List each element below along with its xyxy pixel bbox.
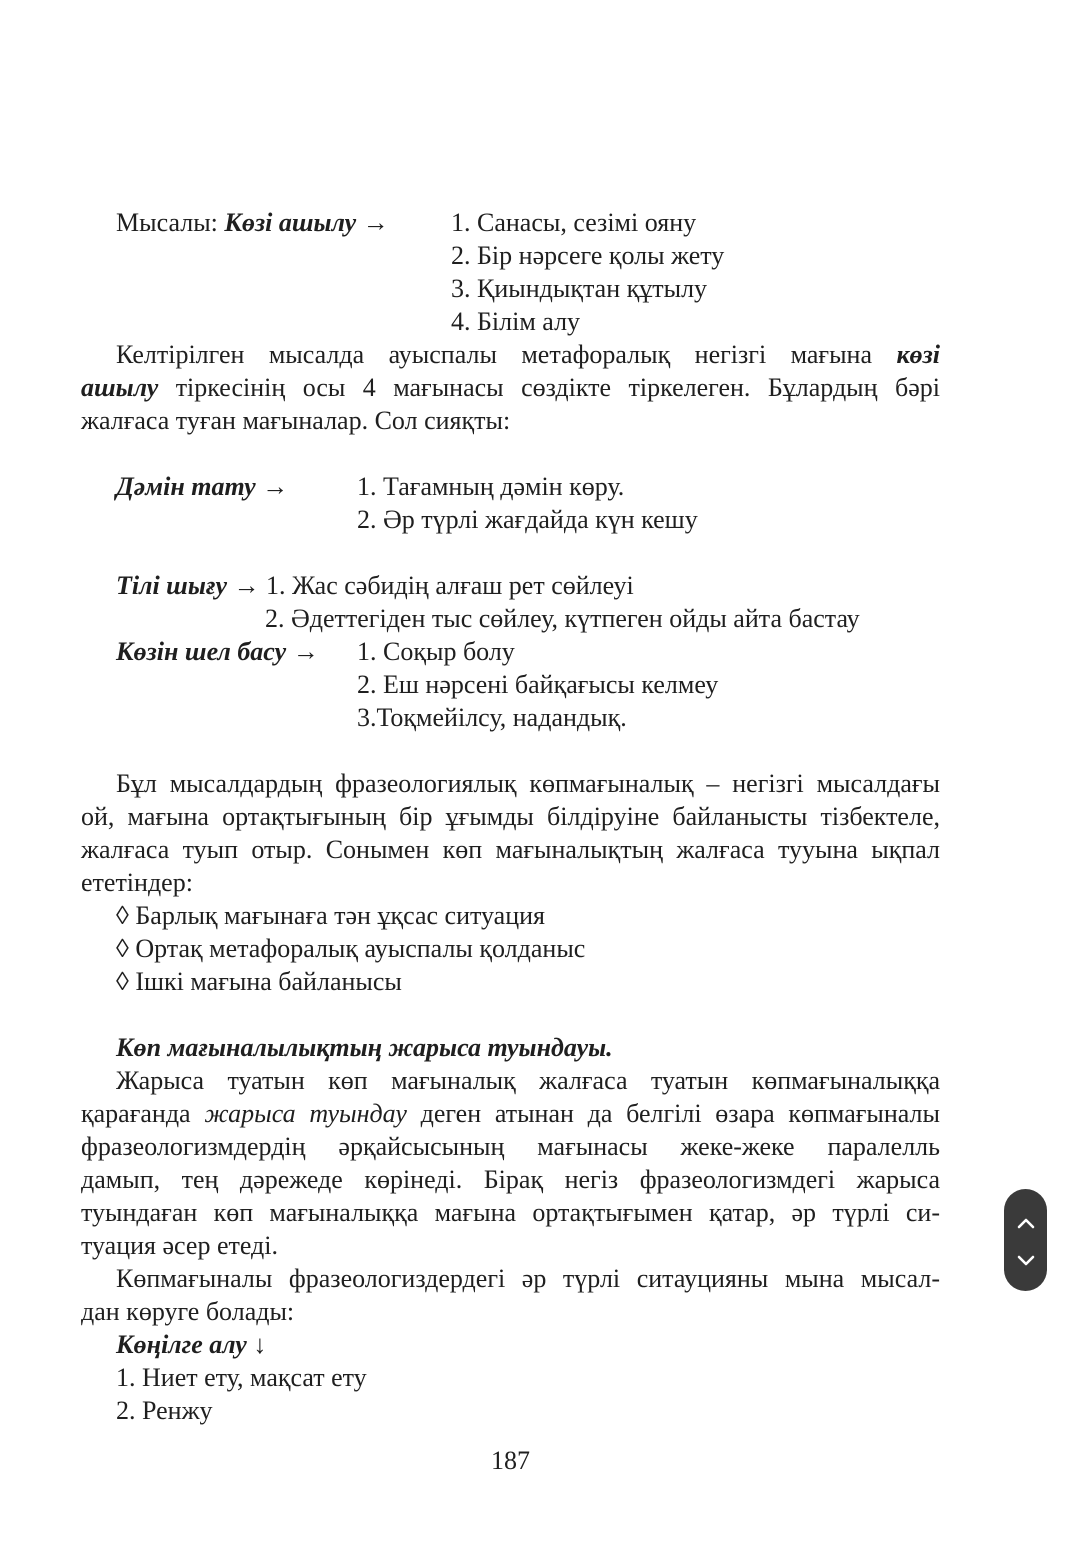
phrase-term: жарыса туындау xyxy=(204,1099,407,1128)
meaning-item: 1. Тағамның дәмін көру. xyxy=(357,472,625,501)
phrase-term: ашылу xyxy=(81,373,159,402)
paragraph-line: дамып, тең дәрежеде көрінеді. Бірақ негіз фразеологизмдегі жарыса xyxy=(81,1165,940,1194)
meaning-item: 1. Санасы, сезімі ояну xyxy=(451,208,697,237)
paragraph-line: жалғаса туған мағыналар. Сол сияқты: xyxy=(81,406,511,435)
chevron-up-icon xyxy=(1017,1206,1035,1236)
paragraph-line: Жарыса туатын көп мағыналық жалғаса туатын көпмағыналыққа xyxy=(116,1066,940,1095)
paragraph-line: ашылу тіркесінің осы 4 мағынасы сөздікте тіркелеген. Бұлардың бәрі xyxy=(81,373,940,402)
meaning-item: 2. Әр түрлі жағдайда күн кешу xyxy=(357,505,698,534)
meaning-item: 2. Бір нәрсеге қолы жету xyxy=(451,241,725,270)
example-line xyxy=(116,569,634,602)
paragraph-line: қарағанда жарыса туындау деген атынан да белгілі өзара көпмағыналы xyxy=(81,1099,940,1128)
meaning-item: 2. Әдеттегіден тыс сөйлеу, күтпеген ойды айта бастау xyxy=(265,604,860,633)
bullet-item: ◊ Ішкі мағына байланысы xyxy=(116,967,402,996)
scroll-up-button[interactable] xyxy=(1004,1201,1047,1241)
example-term: Көзін шел басу → xyxy=(116,637,319,666)
example-line xyxy=(116,206,389,239)
page-scroll-control xyxy=(1004,1189,1047,1291)
example-term: Көзі ашылу → xyxy=(224,208,389,237)
chevron-down-icon xyxy=(1017,1244,1035,1274)
meaning-item: 1. Соқыр болу xyxy=(357,637,515,666)
paragraph-line: фразеологизмдердің әрқайсысының мағынасы жеке-жеке паралелль xyxy=(81,1132,940,1161)
paragraph-line: Көпмағыналы фразеологиздердегі әр түрлі ситауцияны мына мысал- xyxy=(116,1264,940,1293)
paragraph-line: туындаған көп мағыналыққа мағына ортақтығымен қатар, әр түрлі си- xyxy=(81,1198,940,1227)
bullet-item: ◊ Ортақ метафоралық ауыспалы қолданыс xyxy=(116,934,586,963)
meaning-item: 4. Білім алу xyxy=(451,307,581,336)
bullet-item: ◊ Барлық мағынаға тән ұқсас ситуация xyxy=(116,901,545,930)
paragraph-line: туация әсер етеді. xyxy=(81,1231,278,1260)
example-term: Көңілге алу ↓ xyxy=(116,1330,267,1359)
paragraph-line: ететіндер: xyxy=(81,868,193,897)
section-heading: Көп мағыналылықтың жарыса туындауы. xyxy=(116,1033,613,1062)
meaning-item: 2. Ренжу xyxy=(116,1396,213,1425)
page-number: 187 xyxy=(491,1446,530,1475)
meaning-item: 1. Ниет ету, мақсат ету xyxy=(116,1363,367,1392)
example-term: Тілі шығу xyxy=(116,571,228,600)
paragraph-line: Келтірілген мысалда ауыспалы метафоралық негізгі мағына көзі xyxy=(116,340,940,369)
scroll-down-button[interactable] xyxy=(1004,1239,1047,1279)
meaning-item: → 1. Жас сәбидің алғаш рет сөйлеуі xyxy=(227,571,634,600)
example-term: Дәмін тату → xyxy=(116,472,289,501)
paragraph-line: Бұл мысалдардың фразеологиялық көпмағыналық – негізгі мысалдағы xyxy=(116,769,940,798)
phrase-term: көзі xyxy=(896,340,940,369)
meaning-item: 3. Қиындықтан құтылу xyxy=(451,274,708,303)
meaning-item: 2. Еш нәрсені байқағысы келмеу xyxy=(357,670,719,699)
paragraph-line: жалғаса туып отыр. Сонымен көп мағыналықтың жалғаса тууына ықпал xyxy=(81,835,940,864)
meaning-item: 3.Тоқмейілсу, надандық. xyxy=(357,703,627,732)
paragraph-line: дан көруге болады: xyxy=(81,1297,295,1326)
paragraph-line: ой, мағына ортақтығының бір ұғымды білдіруіне байланысты тізбектеле, xyxy=(81,802,940,831)
example-lead: Мысалы: xyxy=(116,208,225,237)
